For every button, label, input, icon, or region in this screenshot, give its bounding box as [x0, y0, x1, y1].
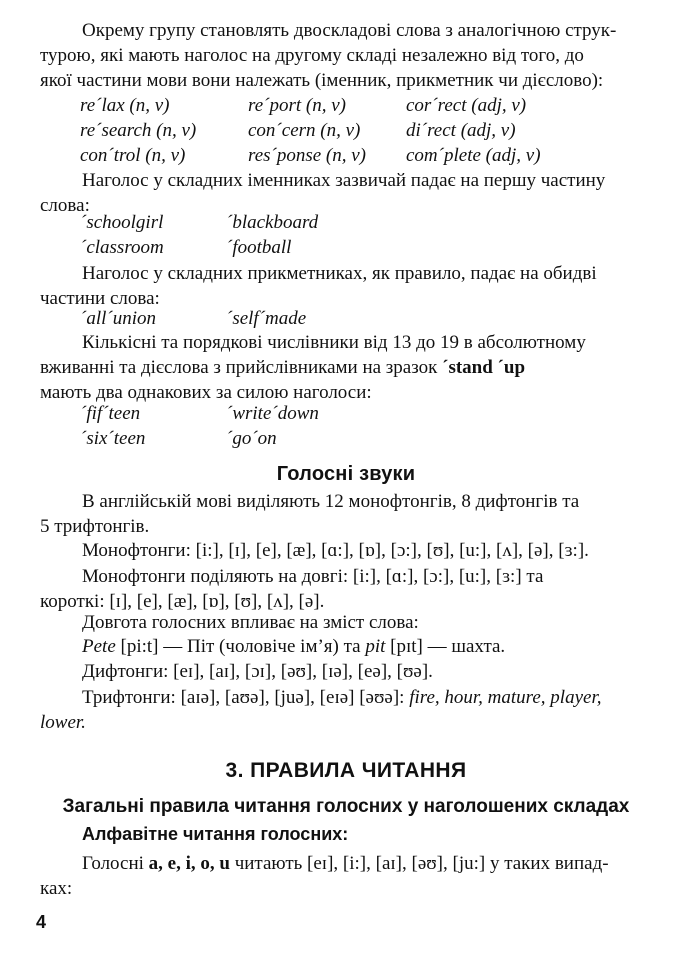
chapter-title: 3. ПРАВИЛА ЧИТАННЯ [225, 759, 467, 782]
example-word: ´football [226, 237, 292, 258]
example-row [80, 93, 640, 118]
example-row [80, 143, 640, 168]
para-alphabet-reading: Голосні a, e, i, o, u читають [eɪ], [i:], [aɪ], [əʊ], [ju:] у таких випад- ках: [40, 853, 609, 899]
example-word: ´write´down [226, 403, 319, 424]
page-number: 4 [36, 912, 47, 932]
monophthongs-list: Монофтонги: [i:], [ɪ], [e], [æ], [ɑ:], [ɒ], [ɔ:], [ʊ], [u:], [ʌ], [ə], [ɜ:]. [82, 540, 589, 561]
para-long-short: Монофтонги поділяють на довгі: [i:], [ɑ:], [ɔ:], [u:], [ɜ:] та короткі: [ɪ], [e], [æ], [ɒ], [ʊ], [ʌ], [ə]. [40, 566, 544, 612]
example-word: di´rect (adj, v) [406, 120, 516, 141]
pete-pit-example: Pete [pi:t] — Піт (чоловіче ім’я) та pit [pɪt] — шахта. [82, 636, 506, 657]
subsection-title: Алфавітне читання голосних: [82, 824, 349, 844]
example-row [80, 306, 640, 331]
example-word: cor´rect (adj, v) [406, 95, 527, 116]
example-row [80, 401, 640, 426]
example-row [80, 426, 640, 451]
vowel-letters: a, e, i, o, u [148, 853, 230, 874]
example-word: ´fif´teen [80, 403, 141, 424]
example-word: res´ponse (n, v) [248, 145, 367, 166]
stand-up-example: ´stand ´up [442, 357, 526, 378]
example-word: re´lax (n, v) [80, 95, 170, 116]
example-word: ´all´union [80, 308, 156, 329]
example-word: ´go´on [226, 428, 277, 449]
diphthongs-list: Дифтонги: [eɪ], [aɪ], [ɔɪ], [əʊ], [ɪə], [eə], [ʊə]. [82, 661, 433, 682]
example-row [80, 118, 640, 143]
example-word: con´trol (n, v) [80, 145, 186, 166]
example-word: ´six´teen [80, 428, 146, 449]
example-word: ´classroom [80, 237, 164, 258]
example-word: re´search (n, v) [80, 120, 197, 141]
example-word: ´blackboard [226, 212, 319, 233]
section-title: Загальні правила читання голосних у наголошених складах [62, 796, 630, 817]
triphthongs-list: Трифтонги: [aɪə], [aʊə], [juə], [eɪə] [əʊə]: fire, hour, mature, player, lower. [40, 687, 602, 733]
para-compound-adjectives: Наголос у складних прикметниках, як правило, падає на обидві частини слова: [40, 263, 597, 309]
para-vowel-count: В англійській мові виділяють 12 монофтонгів, 8 дифтонгів та 5 трифтонгів. [40, 491, 580, 537]
para-two-syllable-words: Окрему групу становлять двоскладові слова з аналогічною струк- турою, які мають наголос на другому складі незалежно від того, до якої частини мови вони належать (іменник, прикметник чи дієслово): [40, 20, 617, 91]
example-row [80, 235, 640, 260]
para-numerals: Кількісні та порядкові числівники від 13 до 19 в абсолютному вживанні та дієслова з прийслівниками на зразок ´stand ´up мають два однакових за силою наголоси: [40, 332, 586, 403]
example-word: com´plete (adj, v) [406, 145, 541, 166]
example-word: re´port (n, v) [248, 95, 346, 116]
example-word: ´self´made [226, 308, 307, 329]
example-word: con´cern (n, v) [248, 120, 361, 141]
example-word: ´schoolgirl [80, 212, 164, 233]
example-row [80, 210, 640, 235]
para-length-meaning: Довгота голосних впливає на зміст слова: [82, 612, 419, 633]
para-compound-nouns: Наголос у складних іменниках зазвичай падає на першу частину слова: [40, 170, 606, 216]
heading-vowel-sounds: Голосні звуки [276, 463, 416, 485]
